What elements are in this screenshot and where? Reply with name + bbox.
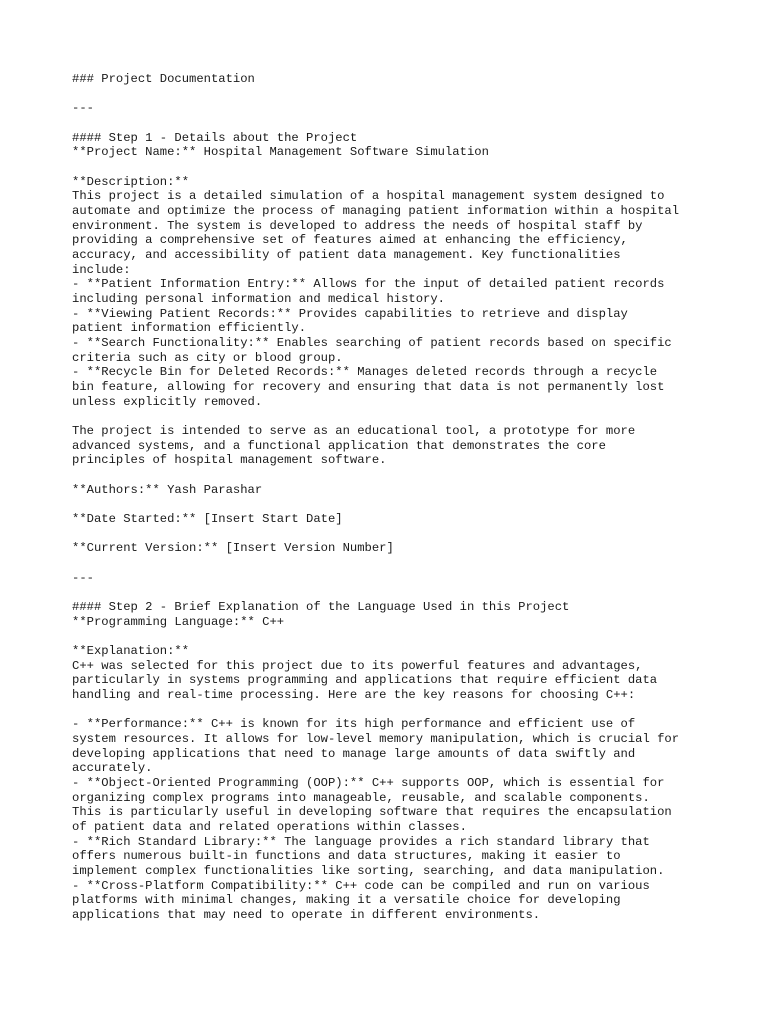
bullet-line: - **Object-Oriented Programming (OOP):** C++ supports OOP, which is essential for bbox=[72, 776, 665, 791]
text-line: platforms with minimal changes, making it a versatile choice for developing bbox=[72, 893, 621, 908]
bullet-line: - **Rich Standard Library:** The language provides a rich standard library that bbox=[72, 834, 650, 849]
blank-line bbox=[72, 497, 712, 512]
blank-line bbox=[72, 468, 712, 483]
text-line: automate and optimize the process of managing patient information within a hospital bbox=[72, 204, 680, 218]
text-line: offers numerous built-in functions and data structures, making it easier to bbox=[72, 849, 621, 864]
text-line: accuracy, and accessibility of patient data management. Key functionalities bbox=[72, 248, 621, 263]
text-line: applications that may need to operate in different environments. bbox=[72, 908, 541, 923]
blank-line bbox=[72, 703, 712, 718]
text-line: organizing complex programs into manageable, reusable, and scalable components. bbox=[72, 790, 650, 805]
text-line: **Explanation:** bbox=[72, 644, 190, 659]
blank-line bbox=[72, 585, 712, 600]
text-line: **Current Version:** [Insert Version Number] bbox=[72, 541, 394, 556]
text-line: handling and real-time processing. Here are the key reasons for choosing C++: bbox=[72, 688, 636, 703]
text-line: patient information efficiently. bbox=[72, 321, 307, 336]
text-line: environment. The system is developed to address the needs of hospital staff by bbox=[72, 218, 643, 233]
text-line: implement complex functionalities like sorting, searching, and data manipulation. bbox=[72, 864, 665, 879]
text-line: **Programming Language:** C++ bbox=[72, 614, 285, 629]
text-line: include: bbox=[72, 262, 131, 277]
blank-line bbox=[72, 556, 712, 571]
document-title: ### Project Documentation bbox=[72, 72, 255, 86]
text-line: C++ was selected for this project due to its powerful features and advantages, bbox=[72, 658, 643, 673]
text-line: **Authors:** Yash Parashar bbox=[72, 482, 263, 497]
text-line: accurately. bbox=[72, 761, 153, 776]
bullet-line: - **Performance:** C++ is known for its high performance and efficient use of bbox=[72, 717, 636, 732]
blank-line bbox=[72, 409, 712, 424]
blank-line bbox=[72, 527, 712, 542]
text-line: **Description:** bbox=[72, 174, 190, 189]
document-body bbox=[72, 72, 712, 923]
text-line: This project is a detailed simulation of a hospital management system designed to bbox=[72, 189, 665, 204]
bullet-line: - **Patient Information Entry:** Allows for the input of detailed patient records bbox=[72, 277, 665, 292]
text-line: principles of hospital management software. bbox=[72, 453, 387, 468]
text-line: This is particularly useful in developing software that requires the encapsulation bbox=[72, 805, 672, 820]
text-line: system resources. It allows for low-level memory manipulation, which is crucial for bbox=[72, 732, 680, 747]
section-heading: #### Step 1 - Details about the Project bbox=[72, 130, 358, 145]
bullet-line: - **Cross-Platform Compatibility:** C++ code can be compiled and run on various bbox=[72, 878, 650, 893]
text-line: The project is intended to serve as an educational tool, a prototype for more bbox=[72, 424, 636, 439]
horizontal-rule-marker: --- bbox=[72, 101, 94, 116]
text-line: criteria such as city or blood group. bbox=[72, 350, 343, 365]
text-line: advanced systems, and a functional application that demonstrates the core bbox=[72, 438, 606, 453]
text-line: **Project Name:** Hospital Management Software Simulation bbox=[72, 145, 489, 160]
bullet-line: - **Viewing Patient Records:** Provides capabilities to retrieve and display bbox=[72, 306, 628, 321]
section-heading: #### Step 2 - Brief Explanation of the Language Used in this Project bbox=[72, 600, 570, 615]
bullet-line: - **Recycle Bin for Deleted Records:** Manages deleted records through a recycle bbox=[72, 365, 658, 380]
text-line: bin feature, allowing for recovery and ensuring that data is not permanently lost bbox=[72, 380, 665, 395]
text-line: unless explicitly removed. bbox=[72, 394, 263, 409]
blank-line bbox=[72, 629, 712, 644]
text-line: developing applications that need to manage large amounts of data swiftly and bbox=[72, 746, 636, 761]
bullet-line: - **Search Functionality:** Enables searching of patient records based on specific bbox=[72, 336, 672, 351]
text-line: particularly in systems programming and applications that require efficient data bbox=[72, 673, 658, 688]
blank-line bbox=[72, 160, 712, 175]
text-line: providing a comprehensive set of features aimed at enhancing the efficiency, bbox=[72, 233, 628, 248]
blank-line bbox=[72, 87, 712, 102]
text-line: of patient data and related operations within classes. bbox=[72, 820, 467, 835]
blank-line bbox=[72, 116, 712, 131]
horizontal-rule-marker: --- bbox=[72, 570, 94, 585]
text-line: including personal information and medical history. bbox=[72, 292, 445, 307]
text-line: **Date Started:** [Insert Start Date] bbox=[72, 512, 343, 527]
